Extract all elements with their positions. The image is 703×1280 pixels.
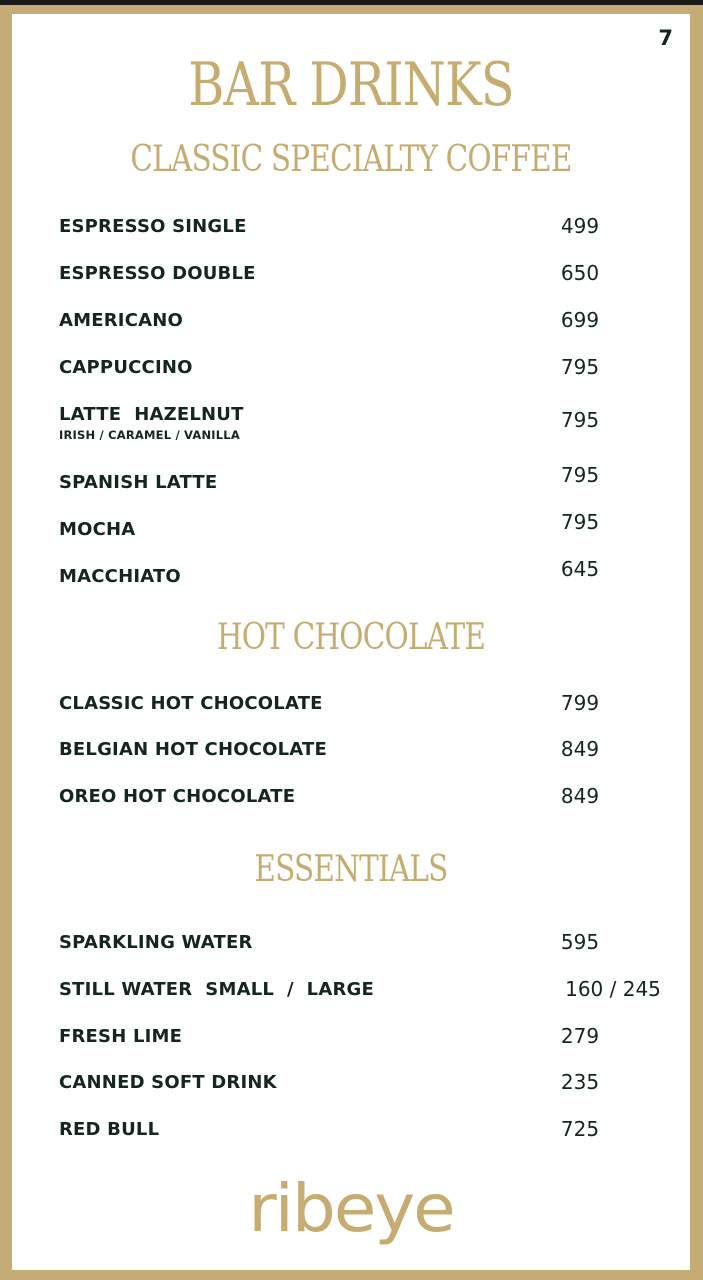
menu-item [12,1119,690,1149]
item-name: AMERICANO [59,310,184,331]
item-name: RED BULL [59,1119,160,1140]
menu-item [12,357,690,387]
item-name: FRESH LIME [59,1026,183,1047]
item-price: 595 [560,930,600,954]
item-price: 279 [560,1024,600,1048]
menu-item [12,463,690,502]
item-name: LATTE HAZELNUT [59,404,244,425]
menu-item [12,510,690,549]
menu-item [12,693,690,723]
section-heading-coffee: CLASSIC SPECIALTY COFFEE [130,139,572,180]
item-price: 795 [560,355,600,379]
item-price: 235 [560,1070,600,1094]
item-name: CANNED SOFT DRINK [59,1072,277,1093]
menu-item [12,557,690,596]
menu-item [12,1026,690,1056]
menu-item [12,979,690,1009]
item-name: SPANISH LATTE [59,472,218,493]
item-price: 795 [560,510,600,534]
item-price: 799 [560,691,600,715]
menu-item [12,739,690,769]
item-price: 499 [560,214,600,238]
ribeye-logo: ribeye [248,1170,454,1247]
item-name: BELGIAN HOT CHOCOLATE [59,739,327,760]
item-price: 795 [560,463,600,487]
item-price: 650 [560,261,600,285]
item-options: IRISH / CARAMEL / VANILLA [59,428,240,442]
section-heading-essentials: ESSENTIALS [254,849,448,890]
item-price: 795 [560,408,600,432]
menu-page [12,14,690,1270]
item-name: MOCHA [59,519,136,540]
item-name: CLASSIC HOT CHOCOLATE [59,693,323,714]
menu-item [12,263,690,293]
menu-item [12,404,690,448]
menu-item [12,786,690,816]
item-name: ESPRESSO DOUBLE [59,263,256,284]
item-name: OREO HOT CHOCOLATE [59,786,296,807]
page-number: 7 [658,26,673,50]
item-name: SPARKLING WATER [59,932,253,953]
item-name: MACCHIATO [59,566,181,587]
top-edge-bar [0,0,703,5]
item-price: 160 / 245 [565,977,661,1001]
item-name: CAPPUCCINO [59,357,193,378]
menu-item [12,310,690,340]
menu-item [12,932,690,962]
item-price: 699 [560,308,600,332]
section-heading-hot-chocolate: HOT CHOCOLATE [216,617,486,658]
item-price: 725 [560,1117,600,1141]
item-price: 849 [560,737,600,761]
item-price: 645 [560,557,600,581]
item-name: STILL WATER SMALL / LARGE [59,979,375,1000]
item-name: ESPRESSO SINGLE [59,216,247,237]
menu-item [12,1072,690,1102]
menu-item [12,216,690,246]
page-title: BAR DRINKS [188,50,514,120]
item-price: 849 [560,784,600,808]
